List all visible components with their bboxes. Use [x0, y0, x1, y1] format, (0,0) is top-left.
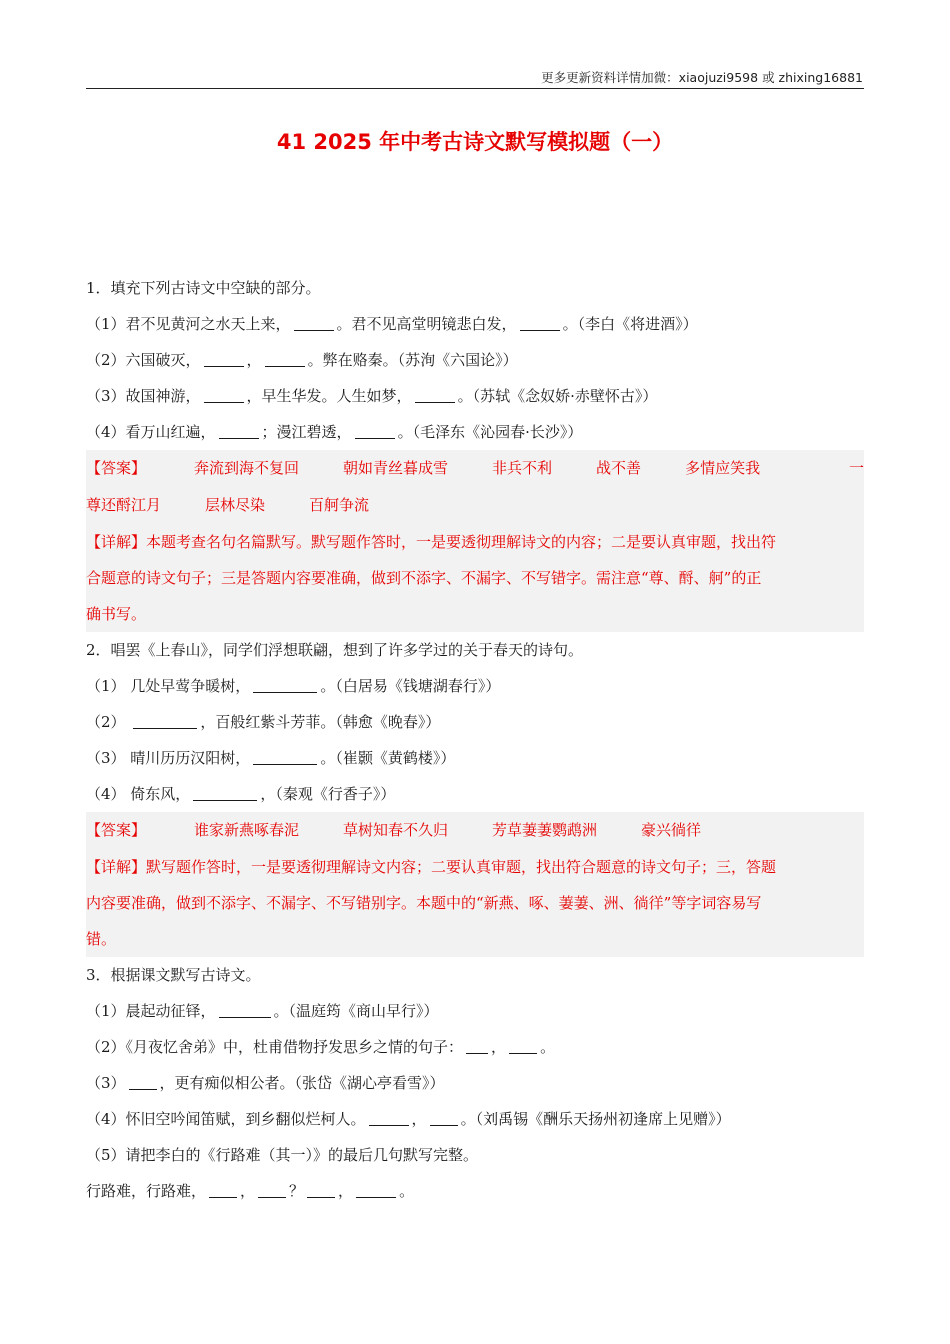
q2-stem: 2．唱罢《上春山》，同学们浮想联翩，想到了许多学过的关于春天的诗句。: [86, 641, 584, 659]
q3-item-3-text-c: ，更有痴似相公者。（张岱《湖心亭看雪》）: [159, 1074, 445, 1092]
q3-item-6-text-d: ，: [338, 1182, 354, 1200]
answer-item: 尊还酹江月: [86, 496, 162, 514]
q3-item-4-text-a: （4）怀旧空吟闻笛赋，到乡翻似烂柯人。: [86, 1110, 366, 1128]
q2-item-3-text-c: 。（崔颢《黄鹤楼》）: [320, 749, 456, 767]
q2-detail: [86, 849, 864, 957]
answer-tag: 【答案】: [86, 459, 147, 477]
q1-item-4-text-a: （4）看万山红遍，: [86, 423, 216, 441]
blank: [265, 348, 305, 367]
blank: [294, 312, 334, 331]
q1-answer-row: [86, 450, 864, 487]
document-body: [86, 270, 864, 1209]
q3-item-6-text-c: ？: [289, 1182, 305, 1200]
answer-item: 奔流到海不复回: [194, 459, 300, 477]
q1-item-2: [86, 342, 864, 378]
q2-item-1-text-a: （1） 几处早莺争暖树，: [86, 677, 251, 695]
blank: [204, 384, 244, 403]
q2-item-3-text-a: （3） 晴川历历汉阳树，: [86, 749, 251, 767]
q1-item-1-text-c: 。（李白《将进酒》）: [562, 315, 698, 333]
blank: [193, 782, 257, 801]
header-divider: [86, 88, 864, 89]
q2-item-2-text-a: （2）: [86, 713, 131, 731]
q1-item-4-text-c: 。（毛泽东《沁园春·长沙》）: [397, 423, 583, 441]
answer-item: 草树知春不久归: [343, 821, 449, 839]
detail-line: 内容要准确，做到不添字、不漏字、不写错别字。本题中的“新燕、啄、萋萋、洲、徜徉”等字词容易写: [86, 894, 762, 912]
blank: [219, 999, 271, 1018]
q1-item-1: [86, 306, 864, 342]
q1-item-2-text-c: 。弊在赂秦。（苏洵《六国论》）: [307, 351, 518, 369]
q3-item-6-text-b: ，: [240, 1182, 256, 1200]
q3-item-3: [86, 1065, 864, 1101]
q1-answer-box: [86, 450, 864, 632]
answer-item: 朝如青丝暮成雪: [343, 459, 449, 477]
q1-item-3-text-c: 。（苏轼《念奴娇·赤壁怀古》）: [457, 387, 658, 405]
q3-item-6: [86, 1173, 864, 1209]
q1-item-3-text-b: ，早生华发。人生如梦，: [246, 387, 412, 405]
blank: [209, 1179, 237, 1198]
q3-item-2-text-a: （2）《月夜忆舍弟》中，杜甫借物抒发思乡之情的句子：: [86, 1038, 464, 1056]
answer-item: 非兵不利: [492, 459, 553, 477]
q1-item-1-text-b: 。君不见高堂明镜悲白发，: [336, 315, 517, 333]
q3-item-3-text-a: （3）: [86, 1074, 126, 1092]
q3-item-4: [86, 1101, 864, 1137]
blank: [520, 312, 560, 331]
blank: [355, 420, 395, 439]
detail-line: 确书写。: [86, 605, 147, 623]
answer-item: 层林尽染: [205, 496, 266, 514]
detail-tag: 【详解】: [86, 533, 147, 551]
q1-item-2-text-a: （2）六国破灭，: [86, 351, 201, 369]
q2-item-4: [86, 776, 864, 812]
q2-item-2: [86, 704, 864, 740]
answer-item: 豪兴徜徉: [641, 821, 702, 839]
answer-item: 芳草萋萋鹦鹉洲: [492, 821, 598, 839]
blank: [430, 1107, 458, 1126]
answer-item: 多情应笑我: [685, 459, 761, 477]
header-note: 更多更新资料详情加微：xiaojuzi9598 或 zhixing16881: [541, 70, 863, 85]
q3-item-1: [86, 993, 864, 1029]
q3-stem: 3．根据课文默写古诗文。: [86, 966, 261, 984]
answer-item: 一: [848, 459, 864, 477]
q1-answer-row-2: [86, 487, 864, 524]
answer-item: 谁家新燕啄春泥: [194, 821, 300, 839]
q3-item-4-text-c: 。（刘禹锡《酬乐天扬州初逢席上见赠》）: [460, 1110, 731, 1128]
detail-line: 本题考查名句名篇默写。默写题作答时，一是要透彻理解诗文的内容；二是要认真审题，找出符: [146, 533, 777, 551]
blank: [129, 1071, 157, 1090]
q3-item-1-text-c: 。（温庭筠《商山早行》）: [273, 1002, 439, 1020]
blank: [204, 348, 244, 367]
q3-item-2-text-b: ，: [491, 1038, 507, 1056]
detail-line: 合题意的诗文句子；三是答题内容要准确，做到不添字、不漏字、不写错字。需注意“尊、酹、舸”的正: [86, 569, 762, 587]
q1-item-3-text-a: （3）故国神游，: [86, 387, 201, 405]
q1-item-2-text-b: ，: [246, 351, 262, 369]
blank: [356, 1179, 396, 1198]
blank: [258, 1179, 286, 1198]
q1-detail: [86, 524, 864, 632]
q3-item-6-text-a: 行路难，行路难，: [86, 1182, 207, 1200]
q3-item-1-text-a: （1）晨起动征铎，: [86, 1002, 216, 1020]
blank: [133, 710, 197, 729]
detail-tag: 【详解】: [86, 858, 147, 876]
page-title: 41 2025 年中考古诗文默写模拟题（一）: [276, 130, 674, 154]
blank: [509, 1035, 537, 1054]
q2-item-2-text-c: ，百般红紫斗芳菲。（韩愈《晚春》）: [200, 713, 441, 731]
q3-item-5: （5）请把李白的《行路难（其一）》的最后几句默写完整。: [86, 1146, 479, 1164]
answer-item: 百舸争流: [309, 496, 370, 514]
q2-item-4-text-c: ，（秦观《行香子》）: [260, 785, 396, 803]
q1-item-1-text-a: （1）君不见黄河之水天上来，: [86, 315, 291, 333]
blank: [253, 746, 317, 765]
blank: [369, 1107, 409, 1126]
answer-item: 战不善: [596, 459, 642, 477]
blank: [415, 384, 455, 403]
q3-item-2: [86, 1029, 864, 1065]
q2-item-1-text-c: 。（白居易《钱塘湖春行》）: [320, 677, 501, 695]
q3-item-6-text-e: 。: [399, 1182, 415, 1200]
blank: [466, 1035, 488, 1054]
blank: [219, 420, 259, 439]
answer-tag: 【答案】: [86, 821, 147, 839]
q2-answer-row: [86, 812, 864, 849]
detail-line: 错。: [86, 930, 117, 948]
q2-item-3: [86, 740, 864, 776]
q3-item-2-text-c: 。: [540, 1038, 556, 1056]
blank: [307, 1179, 335, 1198]
q2-item-1: [86, 668, 864, 704]
q2-answer-box: [86, 812, 864, 957]
q3-item-4-text-b: ，: [411, 1110, 427, 1128]
q1-item-4-text-b: ；漫江碧透，: [261, 423, 352, 441]
detail-line: 默写题作答时，一是要透彻理解诗文内容；二要认真审题，找出符合题意的诗文句子；三，答题: [146, 858, 777, 876]
q2-item-4-text-a: （4） 倚东风，: [86, 785, 191, 803]
q1-stem: 1．填充下列古诗文中空缺的部分。: [86, 279, 321, 297]
q1-item-3: [86, 378, 864, 414]
q1-item-4: [86, 414, 864, 450]
blank: [253, 674, 317, 693]
